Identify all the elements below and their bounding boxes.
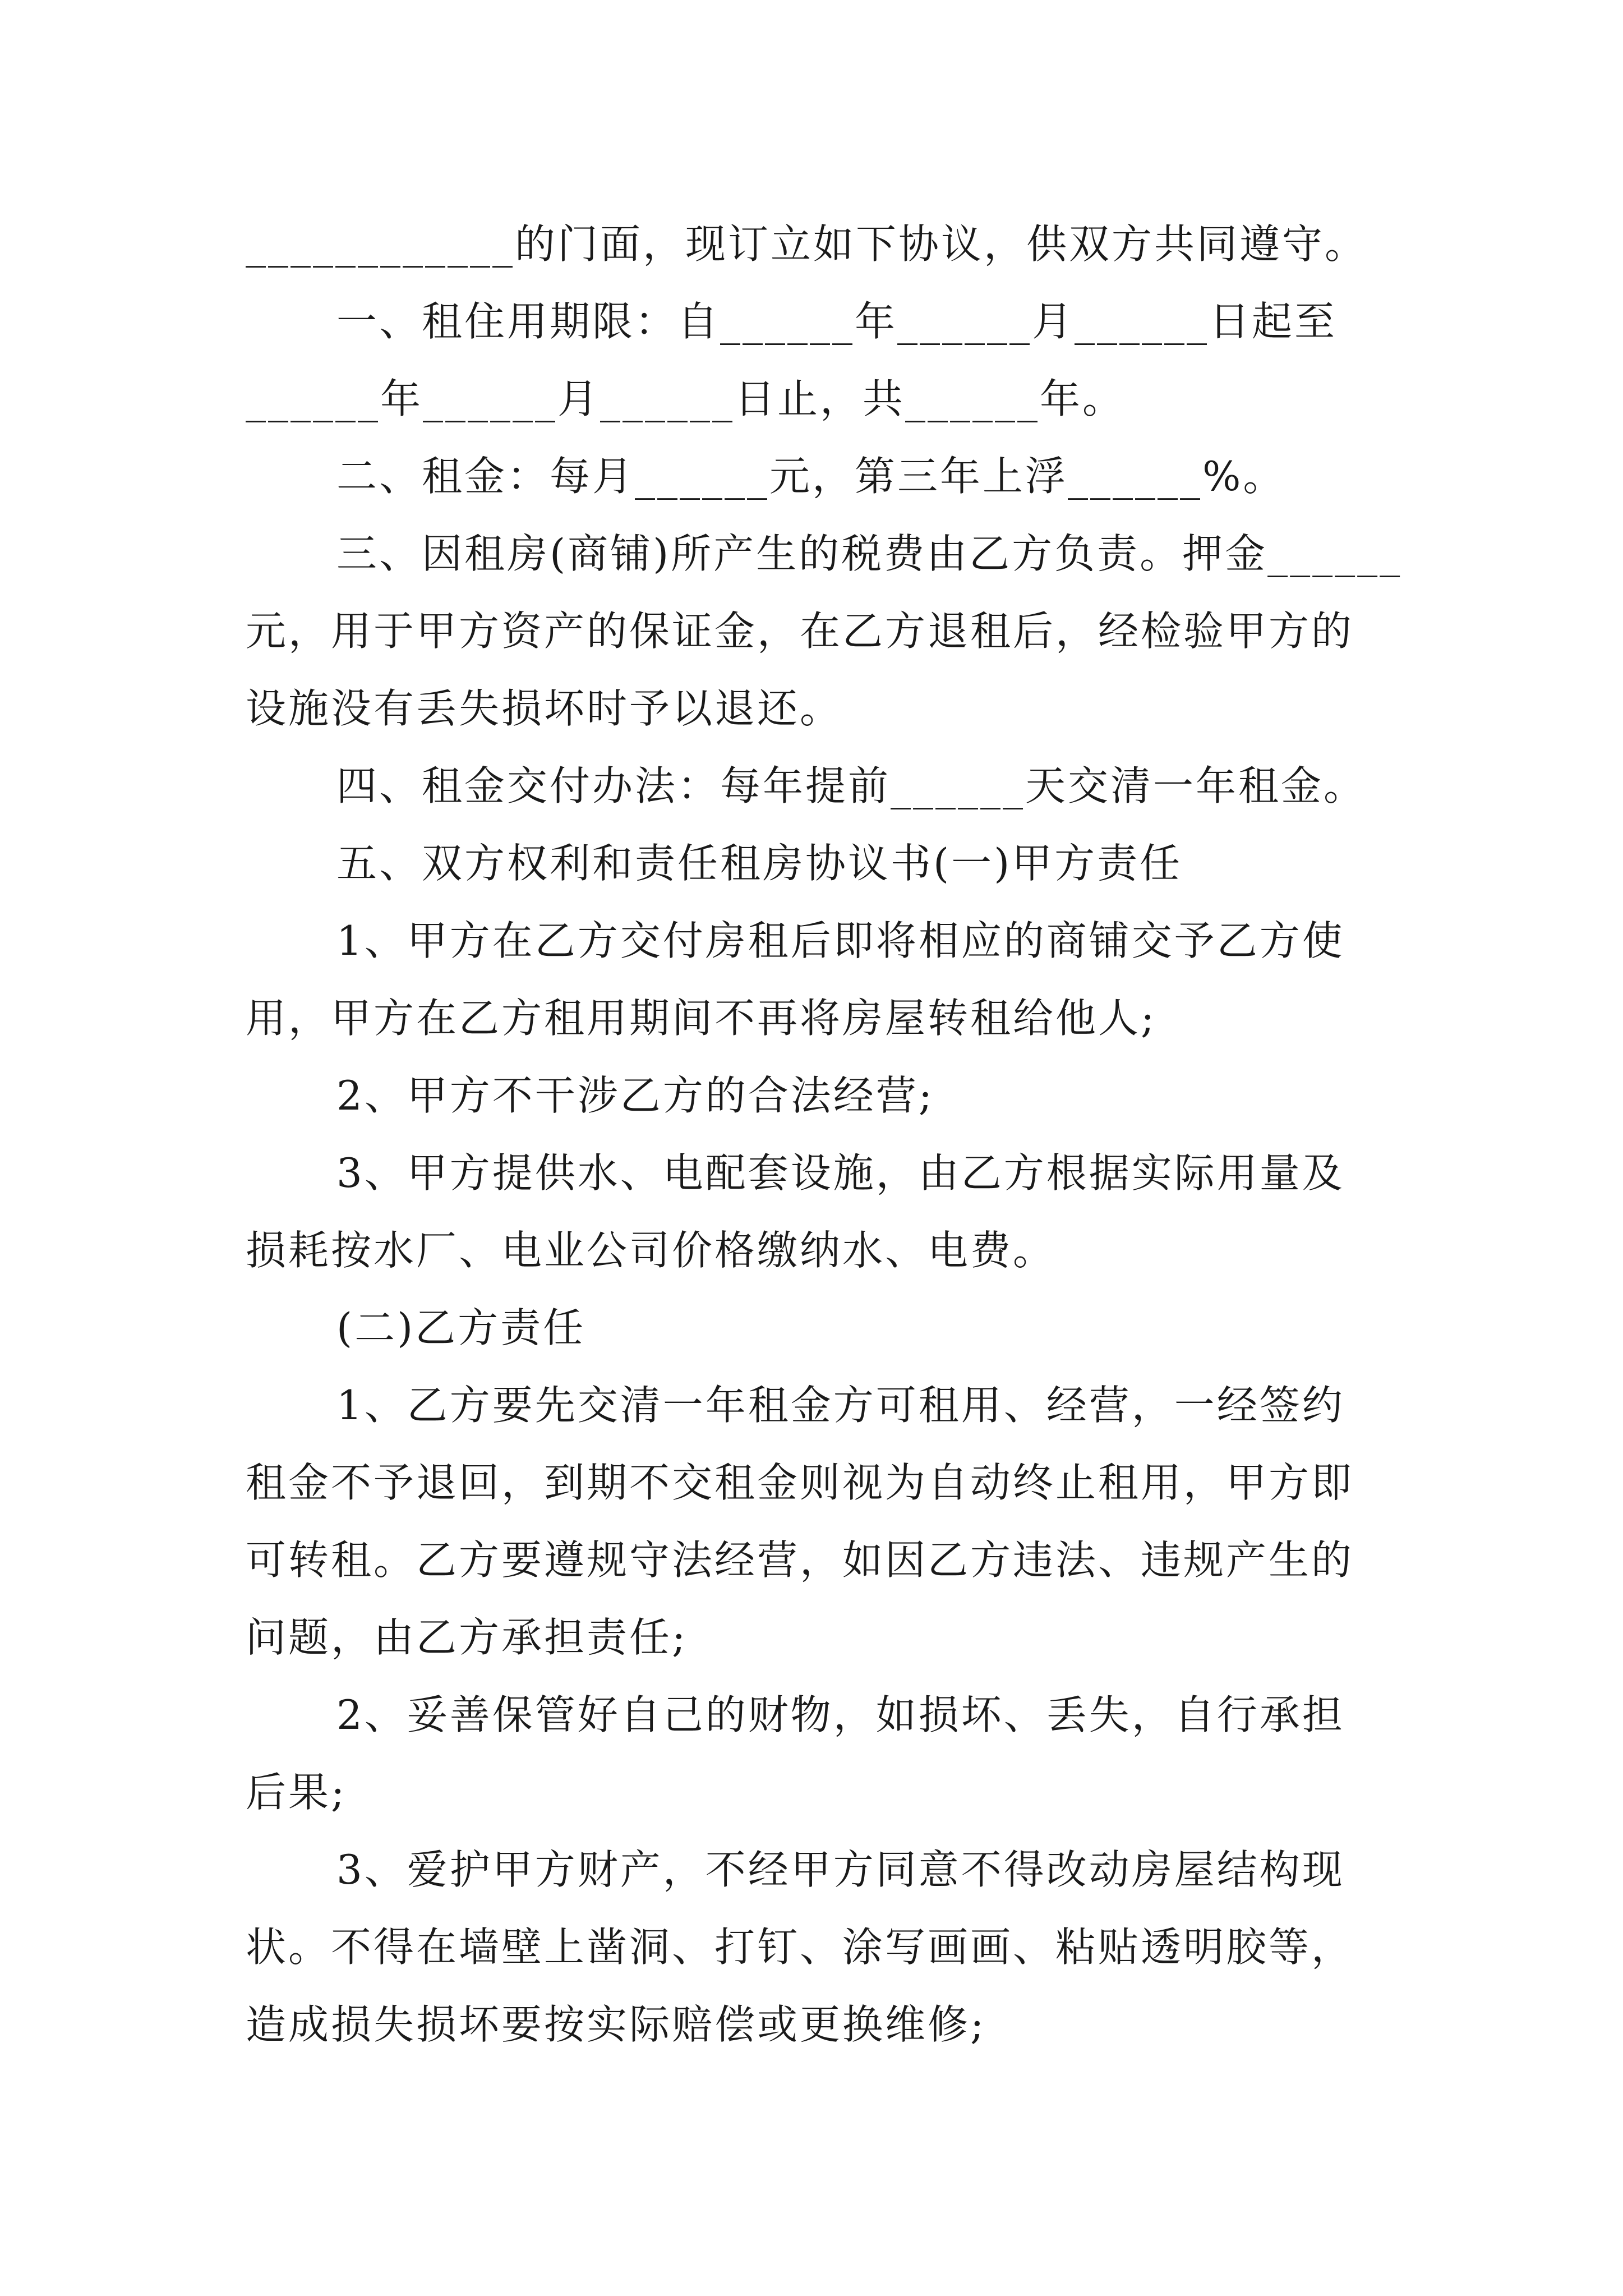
text-line: 1、乙方要先交清一年租金方可租用、经营，一经签约 xyxy=(336,1382,1345,1429)
text-line: 问题，由乙方承担责任; xyxy=(246,1614,688,1661)
text-line: 状。不得在墙壁上凿洞、打钉、涂写画画、粘贴透明胶等， xyxy=(246,1924,1354,1971)
text-line: 造成损失损坏要按实际赔偿或更换维修; xyxy=(246,2001,986,2048)
text-line: 四、租金交付办法：每年提前______天交清一年租金。 xyxy=(336,762,1367,809)
text-line: 3、爱护甲方财产，不经甲方同意不得改动房屋结构现 xyxy=(336,1846,1345,1893)
text-line: (二)乙方责任 xyxy=(336,1304,586,1351)
text-line: 后果; xyxy=(246,1769,347,1816)
text-line: 2、甲方不干涉乙方的合法经营; xyxy=(336,1072,935,1119)
text-line: ____________的门面，现订立如下协议，供双方共同遵守。 xyxy=(246,220,1368,268)
text-line: 三、因租房(商铺)所产生的税费由乙方负责。押金______ xyxy=(336,530,1403,577)
text-line: 设施没有丢失损坏时予以退还。 xyxy=(246,685,843,732)
text-line: 2、妥善保管好自己的财物，如损坏、丢失，自行承担 xyxy=(336,1691,1345,1738)
text-line: 五、双方权利和责任租房协议书(一)甲方责任 xyxy=(336,840,1183,887)
text-line: 租金不予退回，到期不交租金则视为自动终止租用，甲方即 xyxy=(246,1459,1354,1506)
text-line: 1、甲方在乙方交付房租后即将相应的商铺交予乙方使 xyxy=(336,917,1345,964)
text-line: 元，用于甲方资产的保证金，在乙方退租后，经检验甲方的 xyxy=(246,608,1354,655)
text-line: 一、租住用期限：自______年______月______日起至 xyxy=(336,298,1338,345)
text-line: 可转租。乙方要遵规守法经营，如因乙方违法、违规产生的 xyxy=(246,1536,1354,1584)
text-line: 二、租金：每月______元，第三年上浮______%。 xyxy=(336,453,1286,500)
text-line: 损耗按水厂、电业公司价格缴纳水、电费。 xyxy=(246,1227,1056,1274)
text-line: ______年______月______日止，共______年。 xyxy=(246,375,1126,422)
text-line: 3、甲方提供水、电配套设施，由乙方根据实际用量及 xyxy=(336,1149,1345,1197)
text-line: 用，甲方在乙方租用期间不再将房屋转租给他人; xyxy=(246,995,1157,1042)
